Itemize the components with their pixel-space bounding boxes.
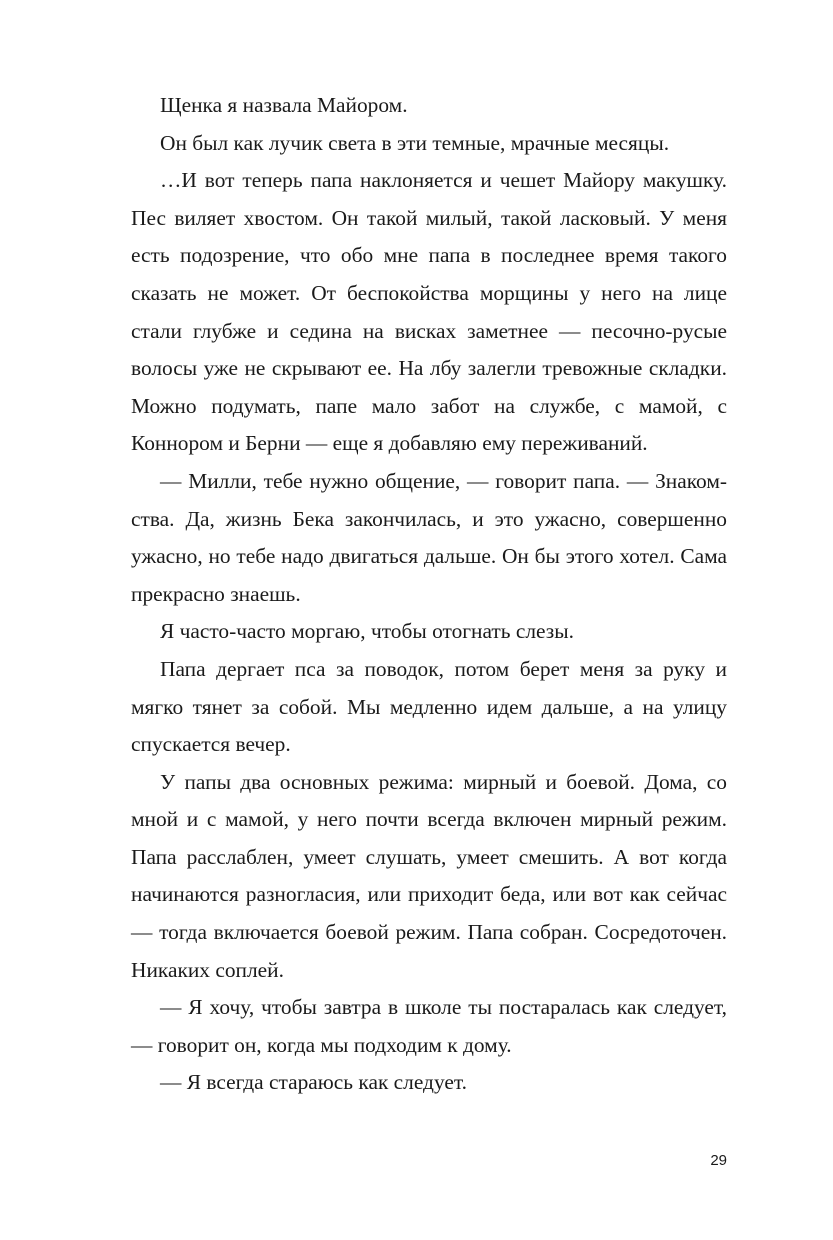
paragraph: У папы два основных режима: мирный и боевой. Дома, со мной и с мамой, у него почти всегда включен мирный режим. Папа расслаблен, умеет слушать, умеет смешить. А вот когда начинаются разногласия, или приходит беда, или вот как сейчас — тогда включается боевой режим. Папа собран. Сосредоточен. Никаких соплей.: [131, 769, 727, 982]
paragraph: Папа дергает пса за поводок, потом берет меня за руку и мягко тянет за собой. Мы медленно идем дальше, а на улицу спускается вечер.: [131, 656, 727, 757]
paragraph: Я часто-часто моргаю, чтобы отогнать слезы.: [160, 619, 574, 644]
paragraph: …И вот теперь папа наклоняется и чешет Майору макушку. Пес виляет хвостом. Он такой милый, такой ласковый. У меня есть подозрение, что обо мне папа в последнее время такого сказать не может. От беспокойства морщины у него на лице стали глубже и седина на висках заметнее — песочно-русые волосы уже не скрывают ее. На лбу залегли тревожные складки. Можно подумать, папе мало забот на службе, с мамой, с Коннором и Берни — еще я добавляю ему переживаний.: [131, 168, 727, 456]
paragraph: Щенка я назвала Майором.: [160, 93, 408, 117]
paragraph: — Я всегда стараюсь как следует.: [160, 1070, 467, 1095]
body-text: [131, 87, 727, 1102]
paragraph: — Милли, тебе нужно общение, — говорит папа. — Знакомства. Да, жизнь Бека закончилась, и это ужасно, совершенно ужасно, но тебе надо двигаться дальше. Он бы этого хотел. Сама прекрасно знаешь.: [131, 468, 727, 606]
page-number: 29: [710, 1152, 727, 1169]
paragraph: — Я хочу, чтобы завтра в школе ты постаралась как следует, — говорит он, когда мы подходим к дому.: [131, 995, 727, 1057]
paragraph: Он был как лучик света в эти темные, мрачные месяцы.: [160, 130, 670, 155]
